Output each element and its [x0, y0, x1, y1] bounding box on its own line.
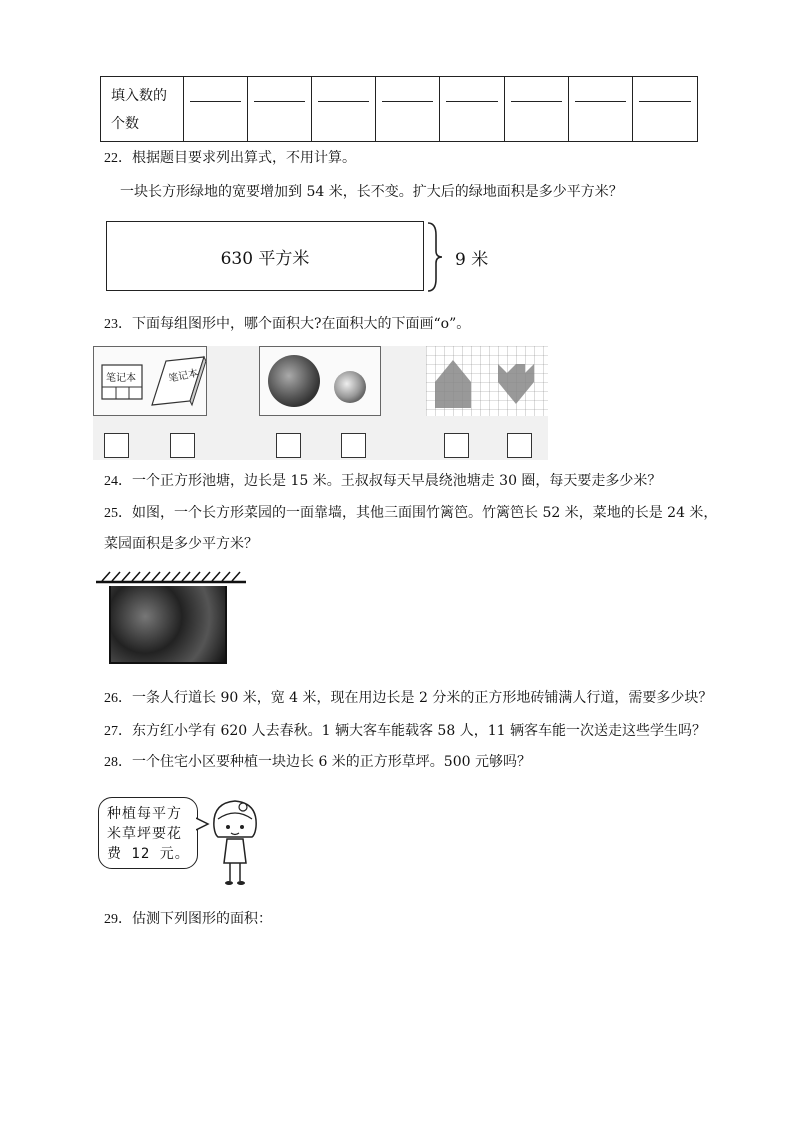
answer-box-coin-small[interactable]: [341, 433, 366, 458]
question-text: 东方红小学有 620 人去春秋。1 辆大客车能载客 58 人，11 辆客车能一次送走这些学生吗？: [132, 723, 706, 739]
table-blank-cell[interactable]: [505, 77, 569, 141]
count-table: [100, 76, 698, 142]
question-number: 26．: [104, 691, 132, 706]
question-number: 22．: [104, 151, 132, 166]
question-number: 23．: [104, 317, 132, 332]
notebook-label-small: 笔记本: [106, 373, 136, 384]
question-number: 24．: [104, 474, 132, 489]
question-27: [104, 721, 706, 742]
question-23: [104, 314, 470, 335]
table-blank-cell[interactable]: [184, 77, 248, 141]
bubble-line-2: 米草坪要花: [107, 826, 182, 842]
answer-box-notebook-large[interactable]: [170, 433, 195, 458]
vegetable-garden-figure: [109, 586, 227, 664]
table-blank-cell[interactable]: [633, 77, 697, 141]
question-28: [104, 752, 531, 773]
question-24: [104, 471, 661, 492]
grid-shapes-panel: [426, 346, 548, 416]
coin-panel: [259, 346, 381, 416]
wall-hatch-icon: [96, 570, 246, 584]
table-row-label: [101, 77, 184, 141]
question-number: 25．: [104, 506, 132, 521]
table-blank-cell[interactable]: [569, 77, 633, 141]
question-number: 29．: [104, 912, 132, 927]
notebook-label-large: 笔记本: [167, 367, 200, 385]
answer-box-notebook-small[interactable]: [104, 433, 129, 458]
question-text: 如图，一个长方形菜园的一面靠墙，其他三面围竹篱笆。竹篱笆长 52 米，菜地的长是 24 米，: [132, 505, 718, 521]
table-blank-cell[interactable]: [440, 77, 505, 141]
question-25-continuation: 菜园面积是多少平方米？: [104, 536, 258, 552]
bubble-line-3: 费 12 元。: [107, 846, 190, 862]
answer-box-shape-arrow[interactable]: [507, 433, 532, 458]
table-blank-cell[interactable]: [376, 77, 440, 141]
question-25: [104, 503, 717, 524]
grid-shapes-icon: [426, 346, 548, 416]
area-label: 630 平方米: [220, 248, 310, 269]
table-blank-cell[interactable]: [248, 77, 312, 141]
speech-bubble: [98, 797, 198, 869]
question-number: 28．: [104, 755, 132, 770]
coins-icon: [260, 347, 380, 415]
table-label-line1: 填入数的: [111, 88, 167, 104]
answer-box-shape-house[interactable]: [444, 433, 469, 458]
question-22-subtext: 一块长方形绿地的宽要增加到 54 米，长不变。扩大后的绿地面积是多少平方米？: [120, 184, 623, 200]
question-text: 一个住宅小区要种植一块边长 6 米的正方形草坪。500 元够吗？: [132, 754, 531, 770]
table-blank-cell[interactable]: [312, 77, 376, 141]
notebook-panel: [93, 346, 207, 416]
brace-icon: [424, 221, 446, 293]
question-text: 一条人行道长 90 米，宽 4 米，现在用边长是 2 分米的正方形地砖铺满人行道，需要多少块？: [132, 690, 713, 706]
question-22: [104, 148, 356, 169]
table-label-line2: 个数: [111, 116, 139, 132]
answer-box-coin-large[interactable]: [276, 433, 301, 458]
question-text: 估测下列图形的面积：: [132, 911, 272, 927]
question-26: [104, 688, 712, 709]
question-number: 27．: [104, 724, 132, 739]
green-rectangle-figure: [106, 221, 424, 291]
girl-character-icon: [208, 797, 262, 889]
question-text: 根据题目要求列出算式，不用计算。: [132, 150, 356, 166]
width-label: 9 米: [455, 250, 489, 270]
question-text: 下面每组图形中，哪个面积大?在面积大的下面画“o”。: [132, 316, 471, 332]
bubble-line-1: 种植每平方: [107, 806, 182, 822]
question-29: [104, 909, 272, 930]
question-text: 一个正方形池塘，边长是 15 米。王叔叔每天早晨绕池塘走 30 圈，每天要走多少米？: [132, 473, 662, 489]
